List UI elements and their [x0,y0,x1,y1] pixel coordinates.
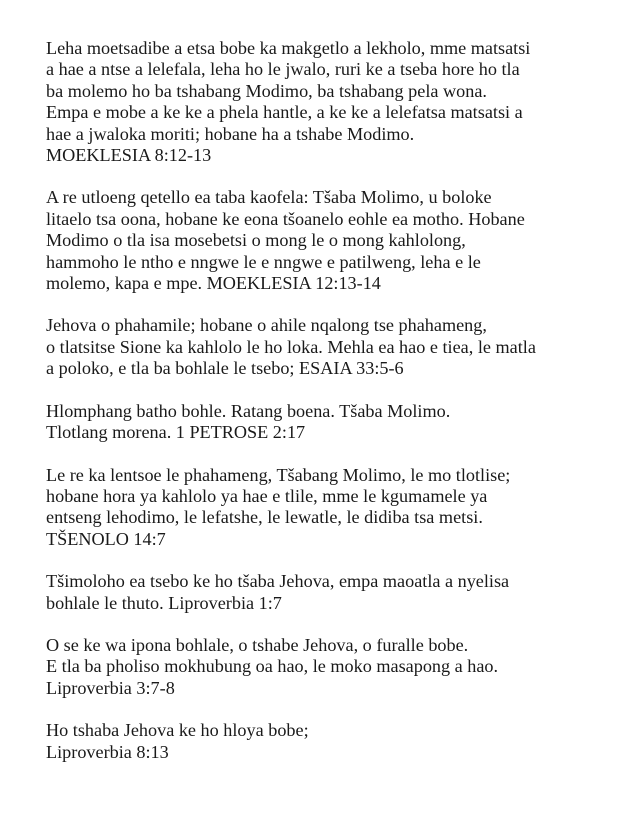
text-line: Ho tshaba Jehova ke ho hloya bobe; [46,720,309,741]
verse-reference: Liproverbia 8:13 [46,741,169,762]
text-line: hobane hora ya kahlolo ya hae e tlile, mme le kgumamele ya [46,485,488,506]
paragraph-proverbs-8 [46,720,606,763]
text-line: hae a jwaloka moriti; hobane ha a tshabe Modimo. [46,123,415,144]
paragraph-isaiah-33 [46,315,606,379]
text-line: entseng lehodimo, le lefatshe, le lewatle, le didiba tsa metsi. [46,507,483,528]
text-line: Leha moetsadibe a etsa bobe ka makgetlo a lekholo, mme matsatsi [46,38,531,58]
text-line: A re utloeng qetello ea taba kaofela: Tšaba Molimo, u boloke [46,187,492,208]
text-line: a hae a ntse a lelefala, leha ho le jwalo, ruri ke a tseba hore ho tla [46,59,520,80]
verse-reference: Liproverbia 3:7-8 [46,677,175,698]
paragraph-ecclesiastes-8 [46,38,606,166]
text-line: O se ke wa ipona bohlale, o tshabe Jehova, o furalle bobe. [46,634,469,655]
document-body [46,38,606,784]
text-line: Hlomphang batho bohle. Ratang boena. Tšaba Molimo. [46,400,451,421]
text-line: molemo, kapa e mpe. MOEKLESIA 12:13-14 [46,273,381,294]
paragraph-proverbs-3 [46,635,606,699]
text-line: Modimo o tla isa mosebetsi o mong le o mong kahlolong, [46,230,466,251]
verse-reference: TŠENOLO 14:7 [46,528,166,549]
paragraph-proverbs-1 [46,571,606,614]
text-line: a poloko, e tla ba bohlale le tsebo; ESAIA 33:5-6 [46,358,404,379]
text-line: Tlotlang morena. 1 PETROSE 2:17 [46,422,306,443]
text-line: Tšimoloho ea tsebo ke ho tšaba Jehova, empa maoatla a nyelisa [46,571,510,592]
text-line: E tla ba pholiso mokhubung oa hao, le moko masapong a hao. [46,656,499,677]
text-line: ba molemo ho ba tshabang Modimo, ba tshabang pela wona. [46,80,487,101]
text-line: Le re ka lentsoe le phahameng, Tšabang Molimo, le mo tlotlise; [46,464,511,485]
text-line: hammoho le ntho e nngwe le e nngwe e patilweng, leha e le [46,251,481,272]
text-line: litaelo tsa oona, hobane ke eona tšoanelo eohle ea motho. Hobane [46,208,525,229]
text-line: Empa e mobe a ke ke a phela hantle, a ke ke a lelefatsa matsatsi a [46,102,523,123]
verse-reference: MOEKLESIA 8:12-13 [46,145,212,166]
paragraph-1-peter-2 [46,401,606,444]
text-line: Jehova o phahamile; hobane o ahile nqalong tse phahameng, [46,315,487,336]
text-line: o tlatsitse Sione ka kahlolo le ho loka. Mehla ea hao e tiea, le matla [46,336,536,357]
text-line: bohlale le thuto. Liproverbia 1:7 [46,592,282,613]
paragraph-ecclesiastes-12 [46,187,606,294]
paragraph-revelation-14 [46,465,606,551]
